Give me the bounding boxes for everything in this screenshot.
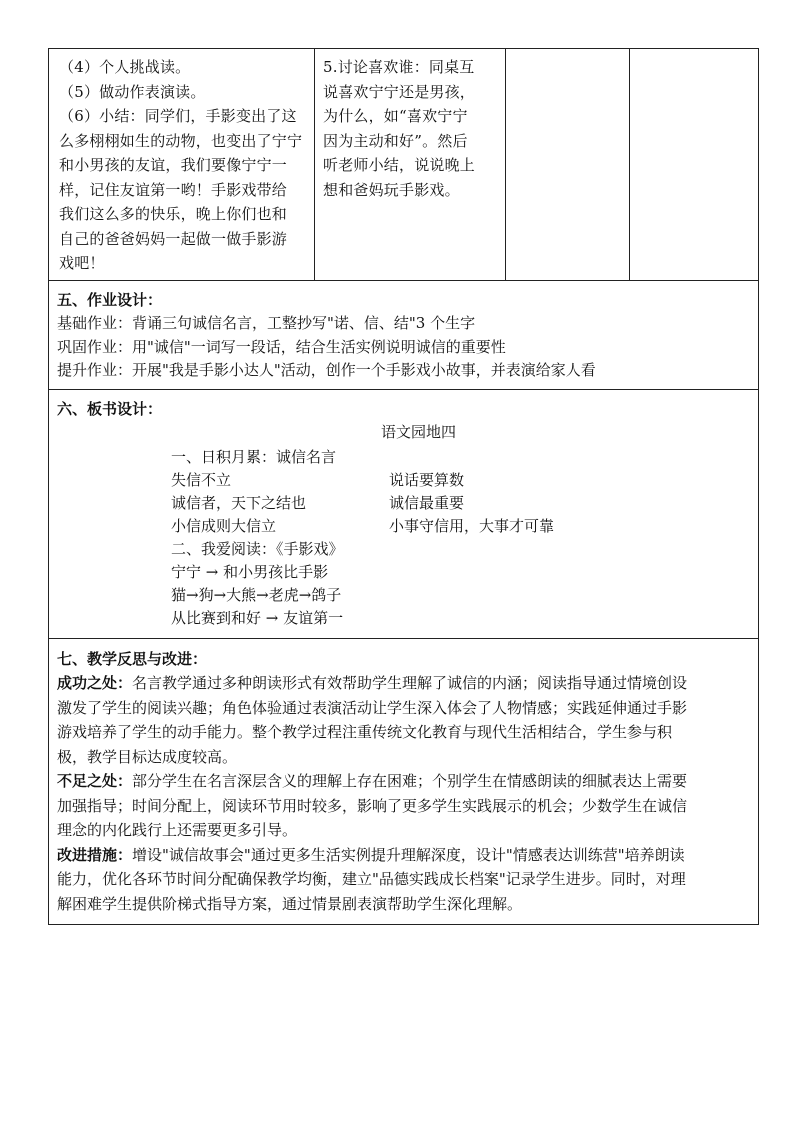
board-left-quote: 失信不立: [171, 470, 232, 489]
teacher-line: 戏吧！: [59, 254, 105, 272]
student-line: 因为主动和好”。然后: [323, 131, 468, 150]
student-line: 听老师小结，说说晚上: [323, 156, 476, 174]
success-line: 名言教学通过多种朗读形式有效帮助学生理解了诚信的内涵；阅读指导通过情境创设: [132, 674, 688, 692]
success-line: 极，教学目标达成度较高。: [57, 747, 238, 766]
board-right-quote: 小事守信用，大事才可靠: [389, 516, 555, 535]
homework-line: 巩固作业：用"诚信"一词写一段话，结合生活实例说明诚信的重要性: [57, 337, 506, 356]
board-right-quote: 诚信最重要: [389, 493, 465, 512]
teacher-line: （5）做动作表演读。: [59, 82, 206, 101]
board-section-1: 一、日积月累：诚信名言: [171, 447, 337, 466]
student-line: 为什么，如“喜欢宁宁: [323, 107, 468, 125]
empty-cell: [506, 49, 630, 281]
homework-row: [49, 280, 759, 389]
shortfall-label: 不足之处：: [57, 772, 133, 790]
teacher-activity-cell: [49, 49, 315, 281]
teacher-line: 自己的爸爸妈妈一起做一做手影游: [59, 229, 288, 248]
teacher-line: 样，记住友谊第一哟！手影戏带给: [59, 180, 288, 199]
board-flow-line: 从比赛到和好 → 友谊第一: [171, 608, 344, 627]
reflection-heading: 七、教学反思与改进：: [57, 649, 208, 668]
board-left-quote: 小信成则大信立: [171, 516, 277, 535]
improve-line: 增设"诚信故事会"通过更多生活实例提升理解深度，设计"情感表达训练营"培养朗读: [132, 845, 685, 864]
improve-label: 改进措施：: [57, 845, 133, 864]
reflection-cell: [49, 638, 759, 925]
teacher-line: 我们这么多的快乐，晚上你们也和: [59, 205, 288, 223]
lesson-plan-table: [48, 48, 759, 925]
activity-row: [49, 49, 759, 281]
shortfall-line: 部分学生在名言深层含义的理解上存在困难；个别学生在情感朗读的细腻表达上需要: [132, 772, 688, 790]
teacher-line: （4）个人挑战读。: [59, 58, 191, 76]
board-left-quote: 诚信者，天下之结也: [171, 493, 307, 512]
board-row: [49, 389, 759, 638]
improve-line: 能力，优化各环节时间分配确保教学均衡，建立"品德实践成长档案"记录学生进步。同时，对理: [57, 870, 686, 888]
lesson-plan-page: [48, 48, 754, 925]
board-flow-line: 猫→狗→大熊→老虎→鸽子: [171, 585, 342, 604]
teacher-line: 和小男孩的友谊，我们要像宁宁一: [59, 156, 288, 174]
teacher-line: （6）小结：同学们，手影变出了这: [59, 107, 297, 125]
success-label: 成功之处：: [57, 674, 133, 692]
board-heading: 六、板书设计：: [57, 399, 163, 418]
reflection-row: [49, 638, 759, 925]
success-line: 激发了学生的阅读兴趣；角色体验通过表演活动让学生深入体会了人物情感；实践延伸通过手影: [57, 698, 688, 717]
student-line: 5.讨论喜欢谁：同桌互: [323, 58, 475, 76]
student-line: 想和爸妈玩手影戏。: [323, 180, 460, 199]
homework-line: 提升作业：开展"我是手影小达人"活动，创作一个手影戏小故事，并表演给家人看: [57, 361, 596, 379]
success-line: 游戏培养了学生的动手能力。整个教学过程注重传统文化教育与现代生活相结合，学生参与积: [57, 723, 673, 741]
board-section-2: 二、我爱阅读：《手影戏》: [171, 539, 344, 558]
board-flow-line: 宁宁 → 和小男孩比手影: [171, 562, 329, 581]
board-body: [57, 444, 750, 628]
improve-line: 解困难学生提供阶梯式指导方案，通过情景剧表演帮助学生深化理解。: [57, 894, 523, 913]
student-line: 说喜欢宁宁还是男孩，: [323, 82, 476, 101]
student-activity-cell: [315, 49, 506, 281]
homework-heading: 五、作业设计：: [57, 290, 163, 309]
shortfall-line: 加强指导；时间分配上，阅读环节用时较多，影响了更多学生实践展示的机会；少数学生在诚信: [57, 796, 688, 815]
homework-cell: [49, 280, 759, 389]
teacher-line: 么多栩栩如生的动物，也变出了宁宁: [59, 131, 303, 150]
board-cell: [49, 389, 759, 638]
homework-line: 基础作业：背诵三句诚信名言，工整抄写"诺、信、结"3 个生字: [57, 314, 476, 332]
board-title: 语文园地四: [380, 422, 456, 441]
board-right-quote: 说话要算数: [389, 470, 465, 489]
shortfall-line: 理念的内化践行上还需要更多引导。: [57, 821, 298, 839]
empty-cell: [630, 49, 759, 281]
